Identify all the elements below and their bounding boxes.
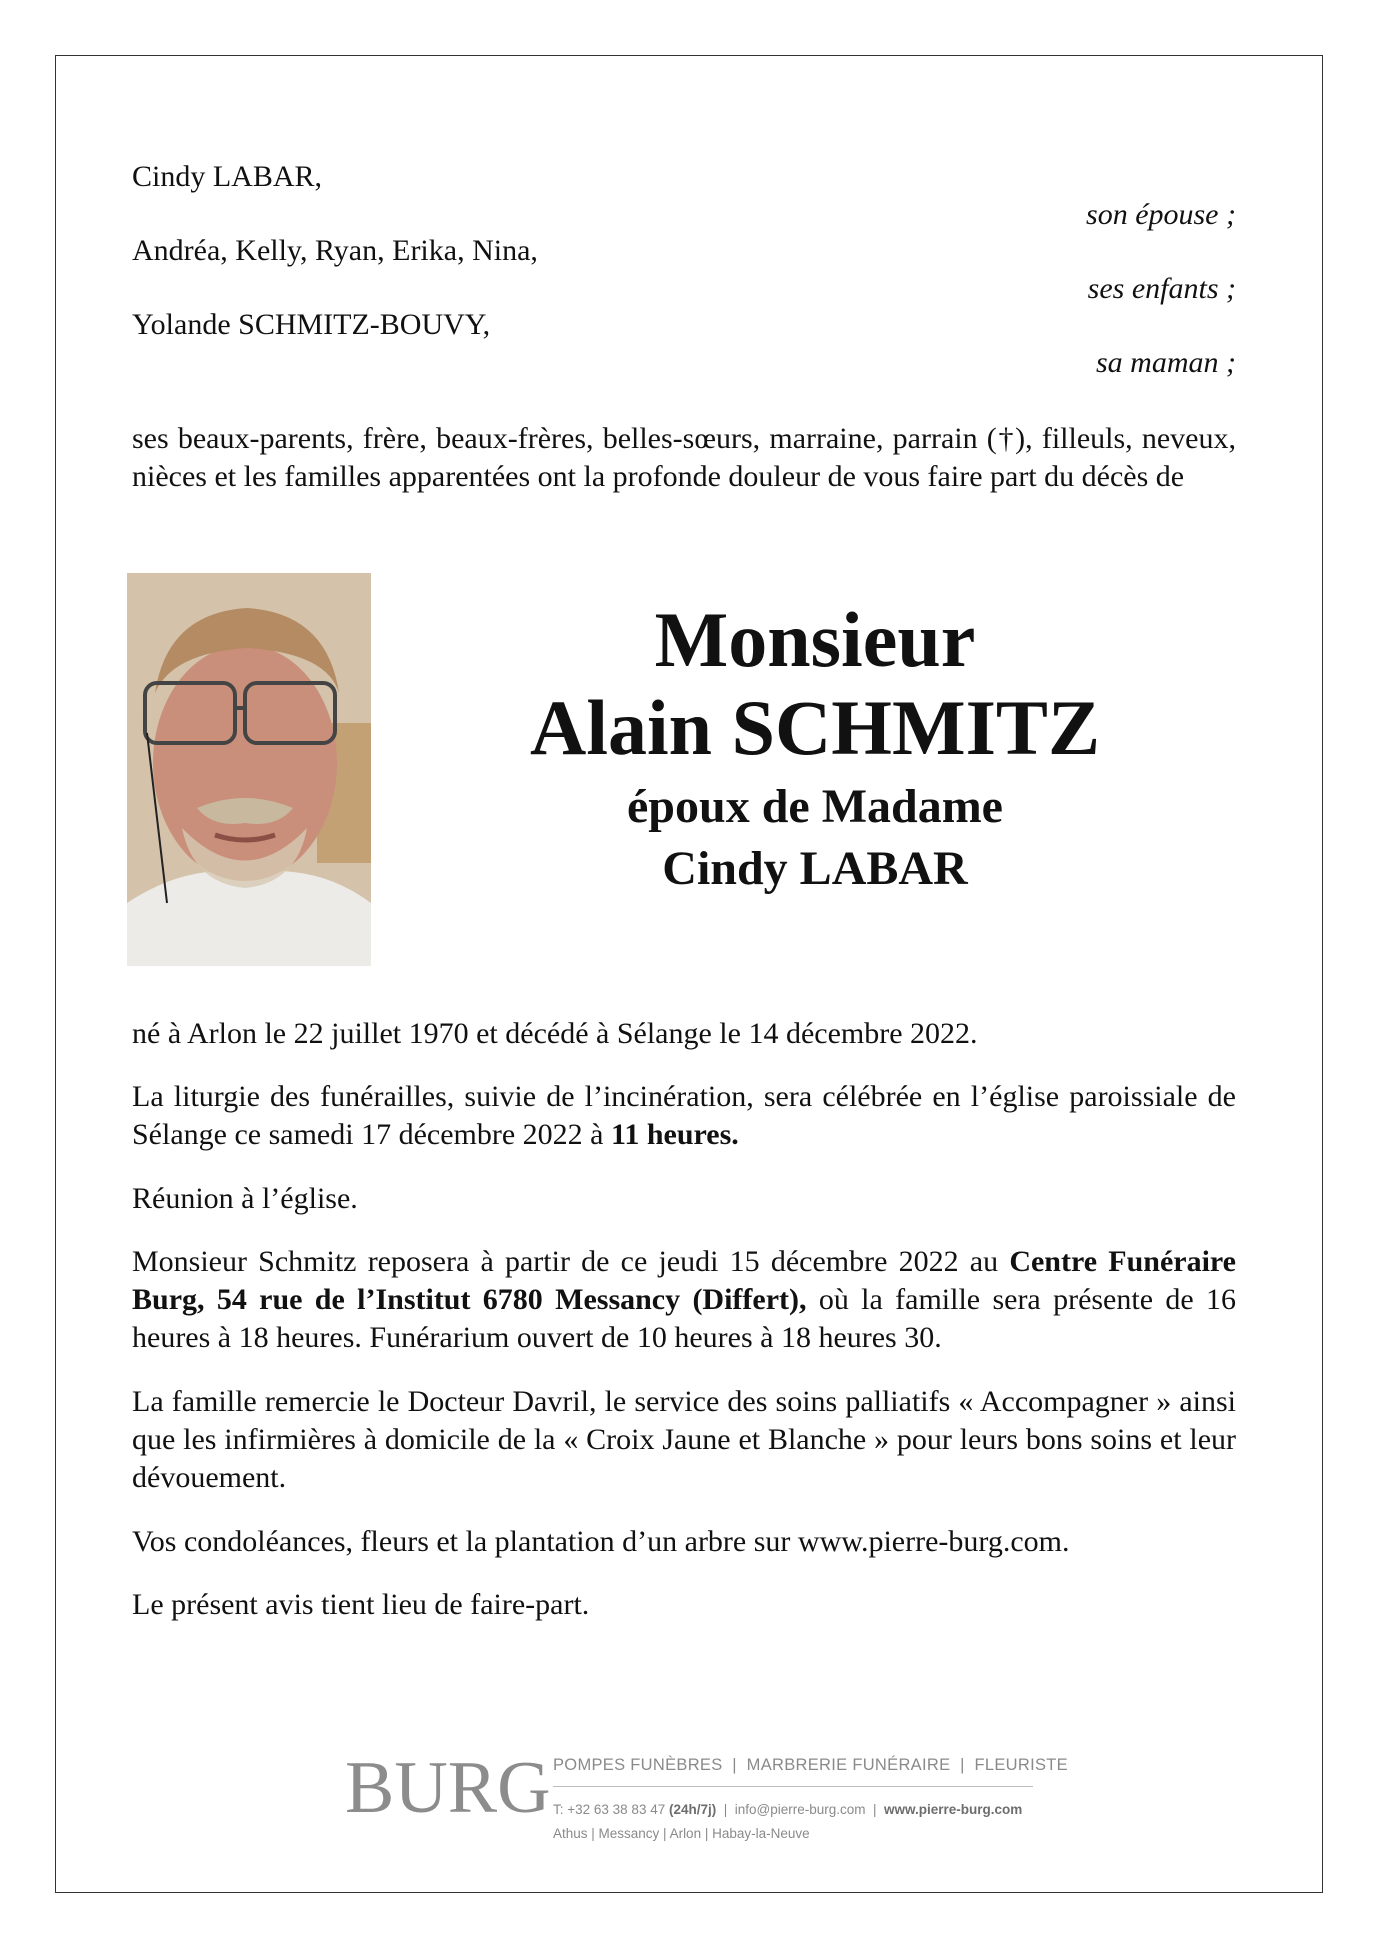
footer-phone-hours: (24h/7j) bbox=[668, 1802, 717, 1817]
portrait-illustration bbox=[127, 573, 371, 966]
liturgy-text: La liturgie des funérailles, suivie de l’incinération, sera célébrée en l’église paroissiale de Sélange ce samedi 17 décembre 2022 à bbox=[132, 1080, 1236, 1151]
thanks-paragraph: La famille remercie le Docteur Davril, le service des soins palliatifs « Accompagner » ainsi que les infirmières à domicile de la « Croix Jaune et Blanche » pour leurs bons soins et leur dévouement. bbox=[132, 1385, 1236, 1494]
liturgy-time: 11 heures. bbox=[610, 1118, 739, 1151]
intro-paragraph: ses beaux-parents, frère, beaux-frères, belles-sœurs, marraine, parrain (†), filleuls, neveux, nièces et les familles apparentées ont la profonde douleur de vous faire part du décès de bbox=[132, 422, 1236, 493]
condolences-paragraph: Vos condoléances, fleurs et la plantation d’un arbre sur www.pierre-burg.com. bbox=[132, 1525, 1070, 1558]
burg-logo bbox=[345, 1747, 551, 1829]
deceased-title: Monsieur bbox=[654, 596, 976, 683]
relative-role: ses enfants ; bbox=[1087, 272, 1236, 305]
birth-death-paragraph: né à Arlon le 22 juillet 1970 et décédé à Sélange le 14 décembre 2022. bbox=[132, 1017, 978, 1050]
relative-name: Cindy LABAR, bbox=[132, 160, 323, 193]
logo-text: BURG bbox=[345, 1747, 551, 1829]
relative-role: son épouse ; bbox=[1086, 198, 1236, 231]
relative-role: sa maman ; bbox=[1096, 346, 1236, 379]
footer-divider bbox=[553, 1786, 1033, 1787]
footer-email: | info@pierre-burg.com | bbox=[716, 1802, 885, 1817]
rest-text: Monsieur Schmitz reposera à partir de ce jeudi 15 décembre 2022 au bbox=[132, 1245, 1010, 1278]
spouse-name: Cindy LABAR bbox=[662, 842, 968, 895]
rest-location: Centre Funéraire Burg, 54 rue de l’Institut 6780 Messancy (Differt), bbox=[132, 1245, 1236, 1316]
relative-name: Andréa, Kelly, Ryan, Erika, Nina, bbox=[132, 234, 538, 267]
notice-paragraph: Le présent avis tient lieu de faire-part. bbox=[132, 1588, 590, 1621]
relative-name: Yolande SCHMITZ-BOUVY, bbox=[132, 308, 491, 341]
footer-phone: T: +32 63 38 83 47 bbox=[553, 1802, 669, 1817]
reunion-paragraph: Réunion à l’église. bbox=[132, 1182, 358, 1215]
rest-text-end: où la famille sera présente de 16 heures à 18 heures. Funérarium ouvert de 10 heures à 18 heures 30. bbox=[132, 1283, 1236, 1354]
rest-paragraph bbox=[132, 1243, 1236, 1357]
deceased-name: Alain SCHMITZ bbox=[530, 684, 1100, 771]
footer-services: POMPES FUNÈBRES | MARBRERIE FUNÉRAIRE | FLEURISTE bbox=[553, 1756, 1068, 1774]
footer-contact bbox=[553, 1802, 1022, 1817]
footer-website: www.pierre-burg.com bbox=[884, 1802, 1023, 1817]
footer-towns: Athus | Messancy | Arlon | Habay-la-Neuve bbox=[553, 1826, 810, 1841]
spouse-line: époux de Madame bbox=[627, 780, 1003, 833]
deceased-photo bbox=[127, 573, 371, 966]
liturgy-paragraph bbox=[132, 1078, 1236, 1154]
